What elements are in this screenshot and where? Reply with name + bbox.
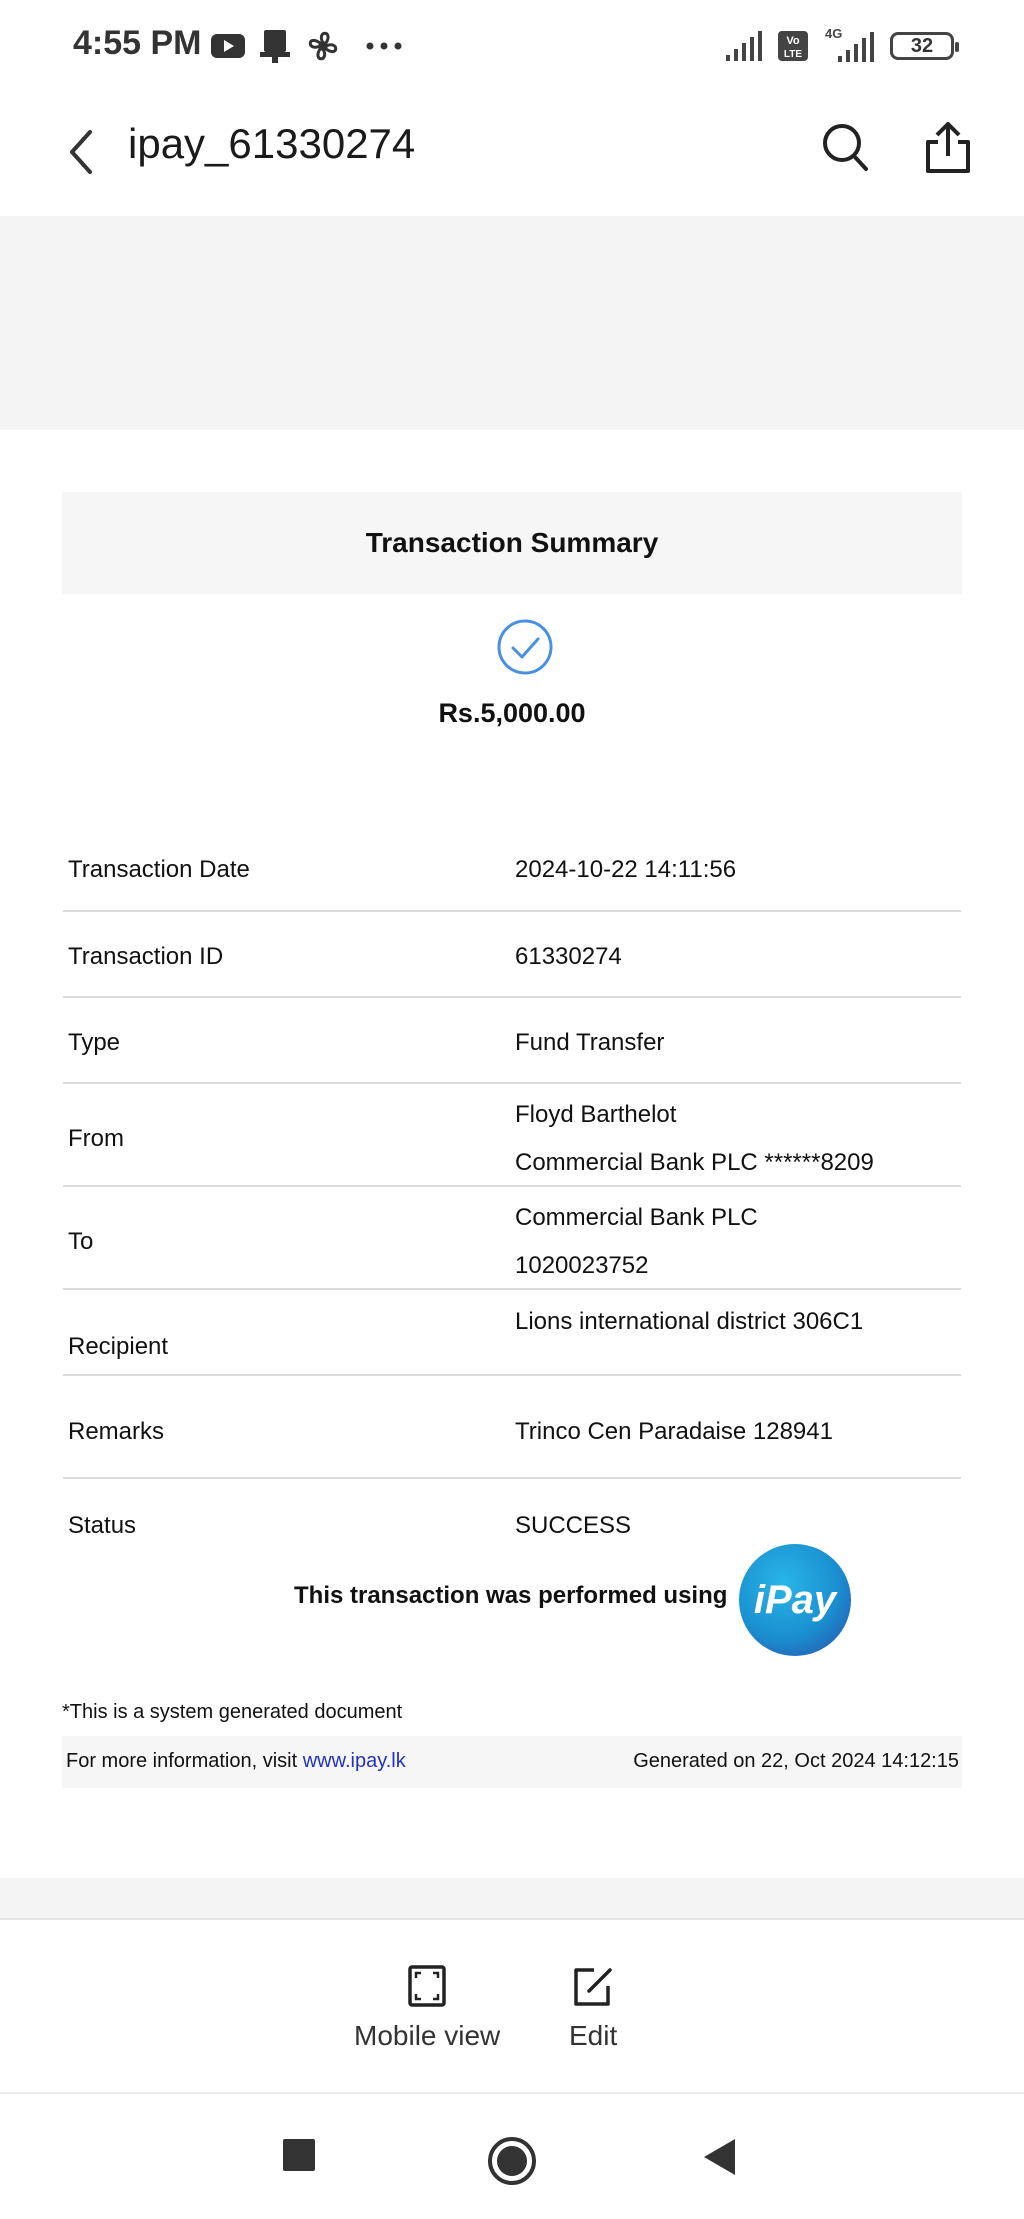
mobile-view-button[interactable] [354,1964,500,2052]
detail-row [63,998,961,1084]
recents-button[interactable] [280,2136,318,2174]
detail-label: Recipient [68,1333,169,1360]
detail-label: Transaction ID [68,943,224,970]
notification-icon [258,26,292,66]
document-top-margin [0,216,1024,430]
detail-value: Floyd Barthelot [515,1101,677,1128]
detail-value: Lions international district 306C1 [515,1308,864,1335]
network-4g-icon [822,26,878,66]
back-arrow-icon [66,128,96,176]
share-button[interactable] [918,114,978,180]
detail-value: 2024-10-22 14:11:56 [515,856,737,883]
svg-text:4G: 4G [825,26,843,41]
fan-icon [304,26,342,66]
edit-label: Edit [569,2020,618,2051]
logo-text: iPay [753,1577,837,1622]
mobile-view-icon [407,1964,447,2008]
detail-label: To [68,1228,94,1255]
battery-indicator [890,32,954,60]
detail-row [63,1376,961,1479]
youtube-icon [210,26,246,66]
search-icon [821,122,869,174]
detail-value: Trinco Cen Paradaise 128941 [515,1418,833,1445]
home-button[interactable] [487,2136,537,2186]
system-note: *This is a system generated document [62,1701,403,1723]
detail-row [63,1084,961,1187]
edit-button[interactable] [569,1964,617,2052]
detail-label: Type [68,1029,121,1056]
document-bottom-margin [0,1878,1024,1920]
home-icon [487,2136,537,2186]
ipay-website-link[interactable]: www.ipay.lk [302,1750,406,1772]
detail-row [63,912,961,998]
recents-icon [280,2136,318,2174]
transaction-amount: Rs.5,000.00 [438,698,586,728]
app-bar [0,92,1024,216]
battery-level: 32 [910,34,934,57]
transaction-document [0,430,1024,1880]
detail-row [63,826,961,912]
search-button[interactable] [815,116,875,180]
svg-text:Vo: Vo [786,35,800,47]
status-time: 4:55 PM [73,24,202,62]
signal-icon [724,29,764,63]
transaction-details [63,826,961,1565]
detail-label: Remarks [68,1418,165,1445]
detail-label: From [68,1125,124,1152]
bottom-toolbar [0,1920,1024,2094]
success-check-icon [496,618,554,676]
detail-value: SUCCESS [515,1512,632,1539]
nav-back-button[interactable] [700,2136,740,2178]
more-icon [364,26,404,66]
system-nav-bar [0,2096,1024,2219]
back-button[interactable] [56,122,106,182]
ipay-logo [739,1544,851,1656]
footer-info [66,1750,406,1773]
svg-text:LTE: LTE [783,49,803,60]
generated-timestamp: Generated on 22, Oct 2024 14:12:15 [633,1750,959,1772]
share-icon [925,120,971,174]
volte-icon [776,29,810,63]
detail-value: 61330274 [515,943,622,970]
detail-value: Commercial Bank PLC [515,1204,758,1231]
detail-value-secondary: Commercial Bank PLC ******8209 [515,1149,874,1176]
detail-row [63,1187,961,1290]
detail-label: Status [68,1512,137,1539]
status-right [724,26,954,66]
performed-using-text: This transaction was performed using [294,1582,728,1609]
detail-value-secondary: 1020023752 [515,1252,649,1279]
edit-icon [572,1964,614,2008]
mobile-view-label: Mobile view [354,2020,501,2051]
page-title: ipay_61330274 [128,120,416,167]
detail-row [63,1290,961,1376]
footer-info-text: For more information, visit [66,1750,298,1772]
detail-value: Fund Transfer [515,1029,665,1056]
summary-header: Transaction Summary [62,492,962,594]
document-footer [62,1736,962,1788]
nav-back-icon [700,2136,740,2178]
status-bar [0,0,1024,92]
detail-label: Transaction Date [68,856,250,883]
detail-row [63,1479,961,1565]
